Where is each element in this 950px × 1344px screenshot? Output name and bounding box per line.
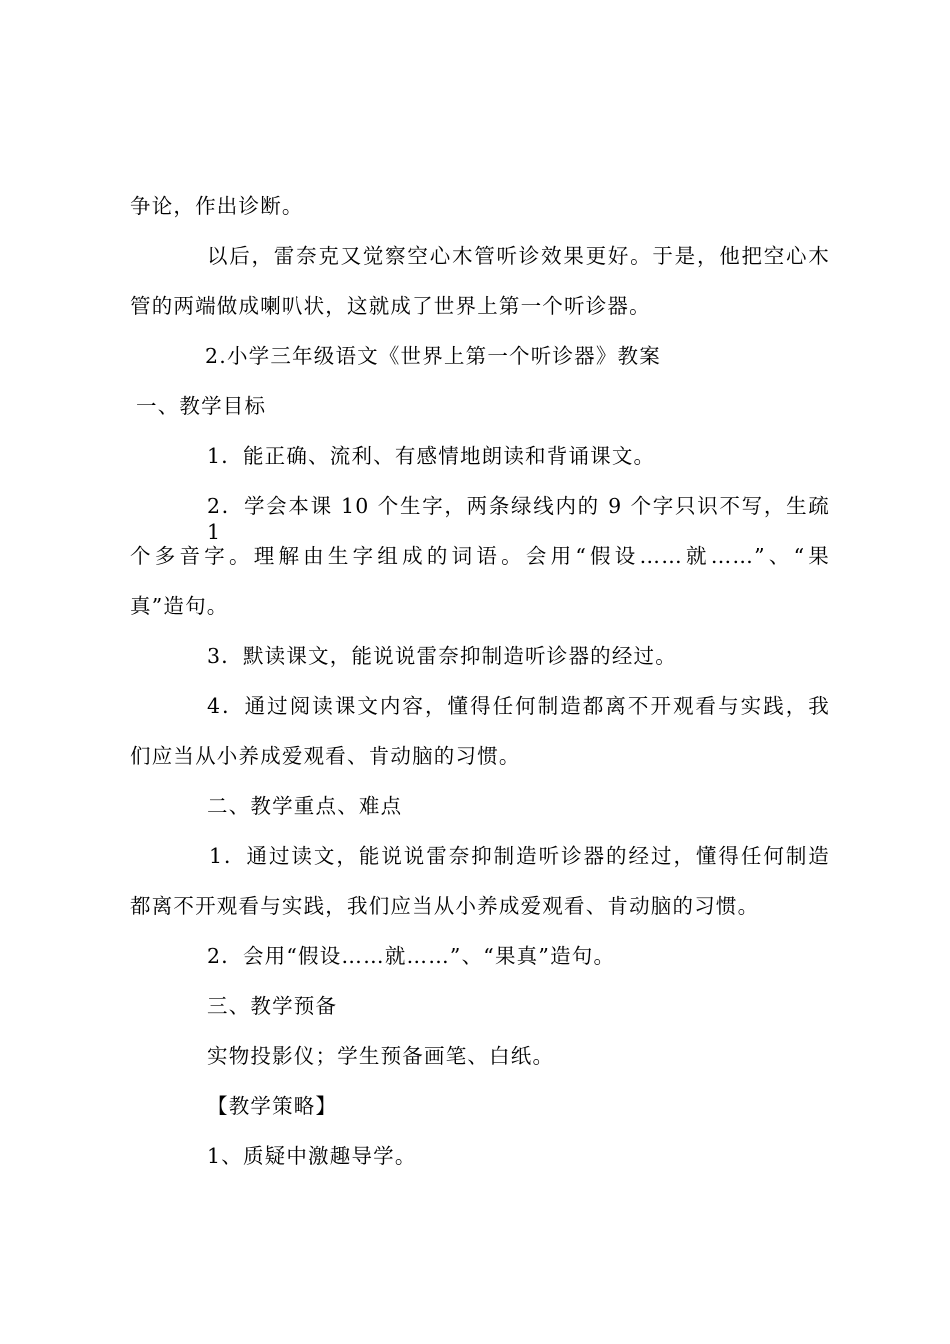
heading-strategy: 【教学策略】: [207, 1094, 338, 1118]
key-point-item: 1．通过读文，能说说雷奈抑制造听诊器的经过，懂得任何制造: [209, 844, 830, 868]
heading-teaching-goals: 一、教学目标: [136, 394, 267, 418]
goal-item-continued: 个多音字。理解由生字组成的词语。会用“假设……就……”、“果: [130, 544, 830, 568]
strategy-item: 1、质疑中激趣导学。: [207, 1144, 417, 1168]
paragraph-line: 以后，雷奈克又觉察空心木管听诊效果更好。于是，他把空心木: [207, 244, 830, 268]
section-title: 2.小学三年级语文《世界上第一个听诊器》教案: [205, 344, 661, 368]
goal-item: 3．默读课文，能说说雷奈抑制造听诊器的经过。: [207, 644, 677, 668]
text-line: 争论，作出诊断。: [130, 194, 304, 218]
goal-item: 2．学会本课 10 个生字，两条绿线内的 9 个字只识不写，生疏 1: [207, 494, 830, 544]
goal-item: 4．通过阅读课文内容，懂得任何制造都离不开观看与实践，我: [207, 694, 830, 718]
goal-item: 1．能正确、流利、有感情地朗读和背诵课文。: [207, 444, 656, 468]
goal-item-continued: 们应当从小养成爱观看、肯动脑的习惯。: [130, 744, 521, 768]
text-line: 管的两端做成喇叭状，这就成了世界上第一个听诊器。: [130, 294, 651, 318]
goal-item-continued: 真”造句。: [130, 594, 229, 618]
preparation-text: 实物投影仪；学生预备画笔、白纸。: [207, 1044, 555, 1068]
heading-key-points: 二、教学重点、难点: [207, 794, 403, 818]
heading-preparation: 三、教学预备: [207, 994, 338, 1018]
key-point-item-continued: 都离不开观看与实践，我们应当从小养成爱观看、肯动脑的习惯。: [130, 894, 760, 918]
key-point-item: 2．会用“假设……就……”、“果真”造句。: [207, 944, 616, 968]
